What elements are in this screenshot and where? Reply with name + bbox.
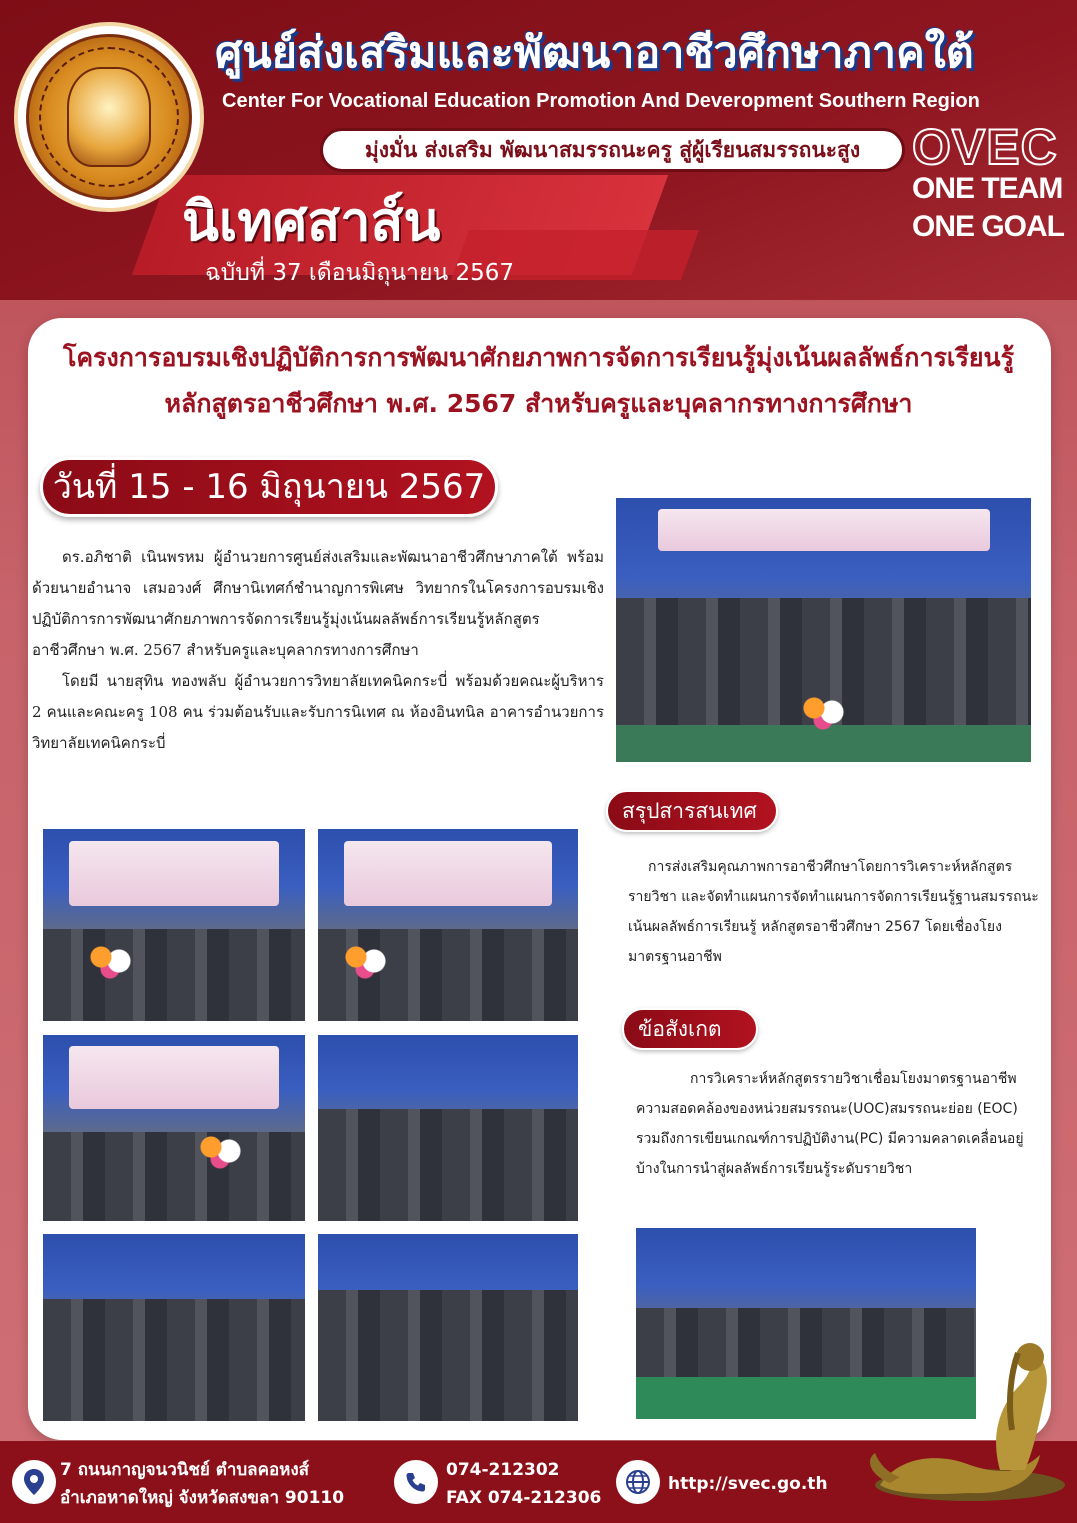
- photo-people: [43, 929, 305, 1021]
- photo-people: [43, 1132, 305, 1221]
- ovec-logo-text: OVEC: [912, 119, 1058, 175]
- photo-flowers: [83, 941, 143, 981]
- article-paragraph-1: ดร.อภิชาติ เนินพรหม ผู้อำนวยการศูนย์ส่งเสริมและพัฒนาอาชีวศึกษาภาคใต้ พร้อมด้วยนายอำนาจ เสมอวงศ์ ศึกษานิเทศก์ชำนาญการพิเศษ วิทยากรในโครงการอบรมเชิงปฏิบัติการการพัฒนาศักยภาพการจัดการเรียนรู้มุ่งเน้นผลลัพธ์การเรียนรู้หลักสูตรอาชีวศึกษา พ.ศ. 2567 สำหรับครูและบุคลากรทางการศึกษา: [32, 548, 604, 659]
- phone-icon: [394, 1460, 438, 1504]
- photo-workshop-1: [318, 1035, 578, 1221]
- photo-speaker-1: [43, 829, 305, 1021]
- project-title-line2: หลักสูตรอาชีวศึกษา พ.ศ. 2567 สำหรับครูและบุคลากรทางการศึกษา: [164, 389, 913, 418]
- photo-lecturer: [43, 1035, 305, 1221]
- photo-flowers: [796, 692, 856, 732]
- photo-people: [318, 1290, 578, 1421]
- seal-ring: [39, 47, 179, 187]
- org-title-thai: ศูนย์ส่งเสริมและพัฒนาอาชีวศึกษาภาคใต้: [215, 28, 974, 78]
- vec-seal-logo: [14, 22, 204, 212]
- group-photo: [616, 498, 1031, 762]
- photo-banner: [69, 841, 279, 906]
- project-title-line1: โครงการอบรมเชิงปฏิบัติการการพัฒนาศักยภาพการจัดการเรียนรู้มุ่งเน้นผลลัพธ์การเรียนรู้: [62, 343, 1015, 372]
- article-paragraph-2: โดยมี นายสุทิน ทองพลับ ผู้อำนวยการวิทยาลัยเทคนิคกระบี่ พร้อมด้วยคณะผู้บริหาร 2 คนและคณะครู 108 คน ร่วมต้อนรับและรับการนิเทศ ณ ห้องอินทนิล อาคารอำนวยการ วิทยาลัยเทคนิคกระบี่: [32, 672, 604, 752]
- address-line-1: 7 ถนนกาญจนวนิชย์ ตำบลคอหงส์: [60, 1460, 310, 1480]
- globe-icon: [616, 1460, 660, 1504]
- photo-banner: [658, 509, 990, 551]
- phone-number[interactable]: 074-212302: [446, 1460, 560, 1480]
- fax-number: FAX 074-212306: [446, 1488, 602, 1508]
- slogan-banner: มุ่งมั่น ส่งเสริม พัฒนาสมรรถนะครู สู่ผู้เรียนสมรรถนะสูง: [320, 128, 905, 172]
- photo-workshop-3: [318, 1234, 578, 1421]
- project-title: [40, 335, 1037, 427]
- observation-heading: ข้อสังเกต: [622, 1008, 758, 1050]
- observation-text: การวิเคราะห์หลักสูตรรายวิชาเชื่อมโยงมาตรฐานอาชีพ ความสอดคล้องของหน่วยสมรรถนะ(UOC)สมรรถนะย่อย (EOC) รวมถึงการเขียนเกณฑ์การปฏิบัติงาน(PC) มีความคลาดเคลื่อนอยู่บ้างในการนำสู่ผลลัพธ์การเรียนรู้ระดับรายวิชา: [636, 1071, 1024, 1177]
- photo-flowers: [193, 1131, 253, 1171]
- photo-workshop-2: [43, 1234, 305, 1421]
- one-team-text: ONE TEAM: [912, 172, 1063, 205]
- one-team-one-goal: [912, 170, 1072, 246]
- summary-text: การส่งเสริมคุณภาพการอาชีวศึกษาโดยการวิเคราะห์หลักสูตรรายวิชา และจัดทำแผนการจัดทำแผนการจัดการเรียนรู้ฐานสมรรถนะเน้นผลลัพธ์การเรียนรู้ หลักสูตรอาชีวศึกษา 2567 โดยเชื่องโยงมาตรฐานอาชีพ: [628, 859, 1039, 965]
- location-pin-icon: [12, 1460, 56, 1504]
- mermaid-statue-icon: [860, 1335, 1070, 1505]
- photo-flowers: [338, 941, 398, 981]
- issue-number: ฉบับที่ 37 เดือนมิถุนายน 2567: [205, 260, 515, 286]
- bulletin-title: นิเทศสาส์น: [182, 190, 441, 253]
- photo-people: [318, 1109, 578, 1221]
- address-line-2: อำเภอหาดใหญ่ จังหวัดสงขลา 90110: [60, 1488, 345, 1508]
- footer-address: [60, 1456, 390, 1512]
- footer-contact: [446, 1456, 616, 1512]
- article-body: [32, 542, 604, 759]
- photo-banner: [344, 841, 552, 906]
- photo-speaker-2: [318, 829, 578, 1021]
- photo-banner: [69, 1046, 279, 1109]
- org-title-english: Center For Vocational Education Promotion And Deveropment Southern Region: [222, 90, 980, 112]
- event-date-badge: วันที่ 15 - 16 มิถุนายน 2567: [40, 457, 498, 517]
- one-goal-text: ONE GOAL: [912, 210, 1065, 243]
- summary-heading: สรุปสารสนเทศ: [606, 790, 778, 832]
- website-link[interactable]: http://svec.go.th: [668, 1474, 828, 1494]
- photo-people: [43, 1299, 305, 1421]
- seal-emblem: [26, 34, 192, 200]
